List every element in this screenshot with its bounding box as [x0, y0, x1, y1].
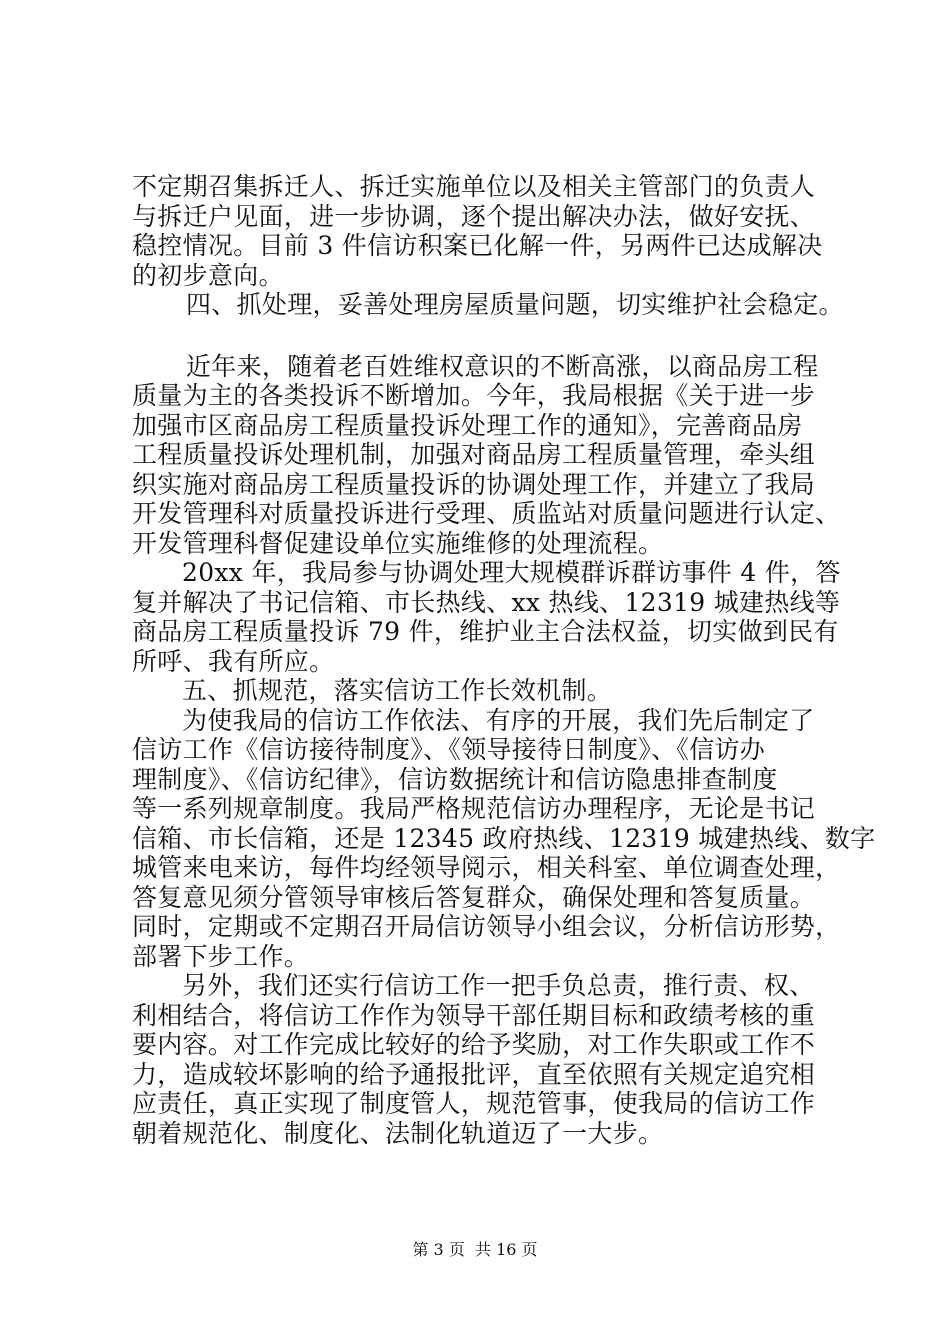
paragraph-line: 商品房工程质量投诉 79 件，维护业主合法权益，切实做到民有 — [132, 617, 839, 646]
paragraph-line: 等一系列规章制度。我局严格规范信访办理程序，无论是书记 — [132, 794, 816, 823]
paragraph-line: 城管来电来访，每件均经领导阅示，相关科室、单位调查处理， — [132, 853, 841, 882]
paragraph-line: 同时，定期或不定期召开局信访领导小组会议，分析信访形势， — [132, 912, 841, 941]
paragraph-gap — [132, 320, 832, 352]
section-heading: 四、抓处理，妥善处理房屋质量问题，切实维护社会稳定。 — [186, 290, 844, 319]
paragraph-line: 理制度》、《信访纪律》，信访数据统计和信访隐患排查制度 — [132, 764, 778, 794]
paragraph-line: 工程质量投诉处理机制，加强对商品房工程质量管理，牵头组 — [132, 440, 816, 469]
paragraph-line: 开发管理科对质量投诉进行受理、质监站对质量问题进行认定、 — [132, 499, 841, 528]
document-body — [132, 172, 876, 1148]
paragraph-line: 利相结合，将信访工作作为领导干部任期目标和政绩考核的重 — [132, 1000, 816, 1030]
paragraph-line: 的初步意向。 — [132, 260, 284, 290]
paragraph-line: 加强市区商品房工程质量投诉处理工作的通知》，完善商品房 — [132, 410, 803, 440]
paragraph-line: 质量为主的各类投诉不断增加。今年，我局根据《关于进一步 — [132, 381, 816, 410]
paragraph-line: 要内容。对工作完成比较好的给予奖励，对工作失职或工作不 — [132, 1030, 816, 1059]
paragraph-line: 朝着规范化、制度化、法制化轨道迈了一大步。 — [132, 1118, 664, 1148]
paragraph-line: 稳控情况。目前 3 件信访积案已化解一件，另两件已达成解决 — [132, 231, 823, 260]
paragraph-line: 与拆迁户见面，进一步协调，逐个提出解决办法，做好安抚、 — [132, 201, 816, 231]
paragraph-line: 答复意见须分管领导审核后答复群众，确保处理和答复质量。 — [132, 882, 816, 912]
paragraph-line: 不定期召集拆迁人、拆迁实施单位以及相关主管部门的负责人 — [132, 172, 816, 201]
paragraph-line: 近年来，随着老百姓维权意识的不断高涨，以商品房工程 — [186, 351, 819, 381]
section-heading: 五、抓规范，落实信访工作长效机制。 — [182, 676, 613, 705]
paragraph-line: 开发管理科督促建设单位实施维修的处理流程。 — [132, 528, 664, 558]
paragraph-line: 为使我局的信访工作依法、有序的开展，我们先后制定了 — [182, 705, 815, 735]
page-number-footer: 第 3 页 共 16 页 — [412, 1240, 538, 1259]
paragraph-line: 20xx 年，我局参与协调处理大规模群诉群访事件 4 件，答 — [182, 558, 841, 587]
paragraph-line: 部署下步工作。 — [132, 941, 310, 971]
paragraph-line: 力，造成较坏影响的给予通报批评，直至依照有关规定追究相 — [132, 1059, 816, 1089]
paragraph-line: 织实施对商品房工程质量投诉的协调处理工作，并建立了我局 — [132, 469, 816, 499]
paragraph-line: 信访工作《信访接待制度》、《领导接待日制度》、《信访办 — [132, 735, 766, 764]
paragraph-line: 复并解决了书记信箱、市长热线、xx 热线、12319 城建热线等 — [132, 587, 841, 617]
paragraph-line: 信箱、市长信箱，还是 12345 政府热线、12319 城建热线、数字 — [132, 823, 876, 853]
paragraph-line: 所呼、我有所应。 — [132, 646, 335, 676]
paragraph-line: 应责任，真正实现了制度管人，规范管事，使我局的信访工作 — [132, 1089, 816, 1118]
paragraph-line: 另外，我们还实行信访工作一把手负总责，推行责、权、 — [182, 971, 815, 1000]
